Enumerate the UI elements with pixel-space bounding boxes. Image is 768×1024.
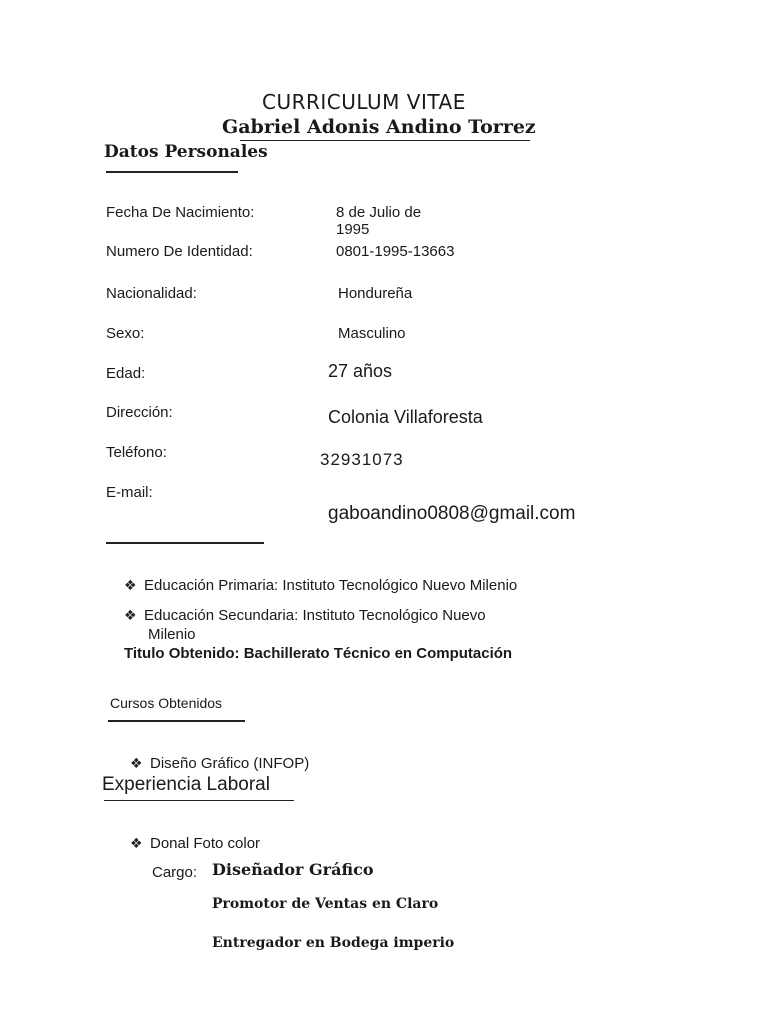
other-role-1: Promotor de Ventas en Claro <box>212 896 439 912</box>
cargo-value: Diseñador Gráfico <box>212 860 374 879</box>
document-title: CURRICULUM VITAE <box>262 90 466 114</box>
phone-value: 32931073 <box>320 450 404 469</box>
education-primary-text: Educación Primaria: Instituto Tecnológico Nuevo Milenio <box>144 577 518 594</box>
id-number-label: Numero De Identidad: <box>106 243 253 260</box>
sex-label: Sexo: <box>106 325 145 342</box>
experience-item-text: Donal Foto color <box>150 835 261 852</box>
education-secondary-text-line2: Milenio <box>148 626 196 643</box>
experience-heading: Experiencia Laboral <box>102 774 270 795</box>
experience-item <box>130 833 260 854</box>
birthdate-value-line1: 8 de Julio de <box>336 204 422 221</box>
age-label: Edad: <box>106 365 146 382</box>
courses-rule <box>108 720 245 722</box>
experience-rule <box>104 800 294 801</box>
phone-label: Teléfono: <box>106 444 167 461</box>
courses-heading: Cursos Obtenidos <box>110 695 223 711</box>
cargo-label: Cargo: <box>152 864 198 881</box>
nationality-value: Hondureña <box>338 285 413 302</box>
education-secondary-text-line1: Educación Secundaria: Instituto Tecnológico Nuevo <box>144 607 486 624</box>
other-role-2: Entregador en Bodega imperio <box>212 935 455 951</box>
personal-data-rule <box>106 171 238 173</box>
degree-text: Titulo Obtenido: Bachillerato Técnico en Computación <box>124 645 513 662</box>
education-primary-item <box>124 575 517 596</box>
bullet-diamond-icon: ❖ <box>124 607 137 623</box>
person-name: Gabriel Adonis Andino Torrez <box>222 116 536 138</box>
nationality-label: Nacionalidad: <box>106 285 197 302</box>
course-item-text: Diseño Gráfico (INFOP) <box>150 755 310 772</box>
name-underline <box>240 140 530 141</box>
personal-data-heading: Datos Personales <box>104 142 268 162</box>
birthdate-label: Fecha De Nacimiento: <box>106 204 255 221</box>
bullet-diamond-icon: ❖ <box>130 755 143 771</box>
address-value: Colonia Villaforesta <box>328 407 483 427</box>
address-label: Dirección: <box>106 404 173 421</box>
sex-value: Masculino <box>338 325 406 342</box>
bullet-diamond-icon: ❖ <box>130 835 143 851</box>
bullet-diamond-icon: ❖ <box>124 577 137 593</box>
email-value: gaboandino0808@gmail.com <box>328 503 576 524</box>
email-label: E-mail: <box>106 484 153 501</box>
education-rule <box>106 542 264 544</box>
course-item <box>130 753 309 774</box>
education-secondary-item <box>124 605 486 626</box>
birthdate-value-line2: 1995 <box>336 221 370 238</box>
age-value: 27 años <box>328 361 393 381</box>
id-number-value: 0801-1995-13663 <box>336 243 455 260</box>
